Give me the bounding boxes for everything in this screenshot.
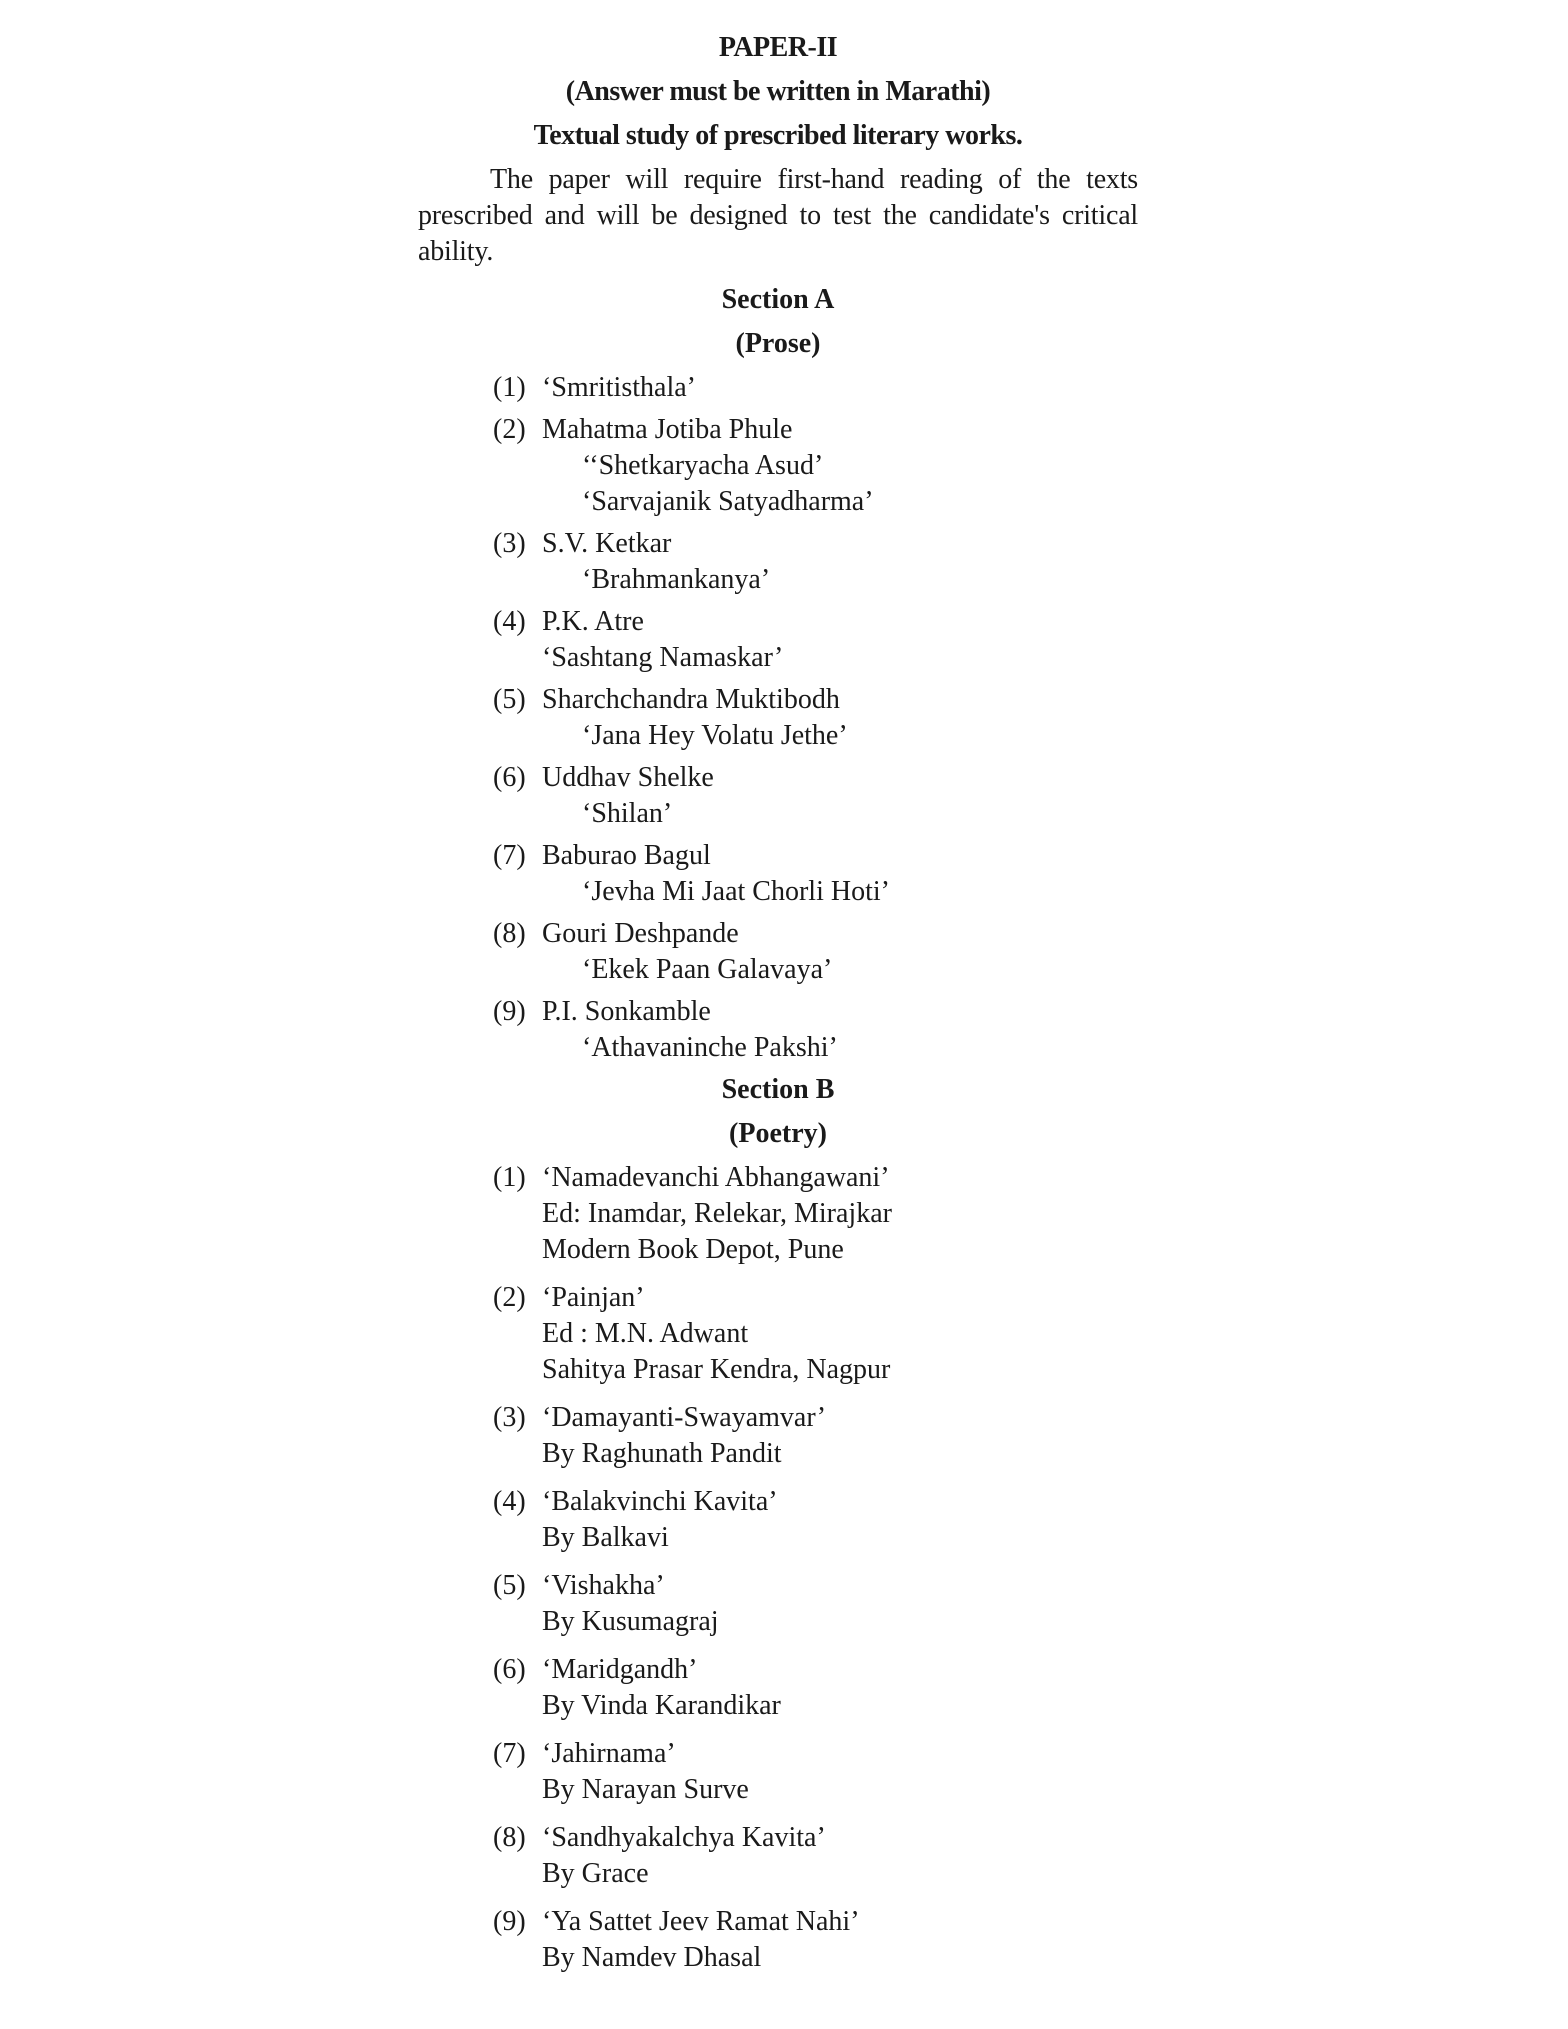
item-title: Uddhav Shelke <box>542 762 714 793</box>
item-title: Sharchchandra Muktibodh <box>542 684 840 715</box>
item-title: ‘Smritisthala’ <box>542 372 696 403</box>
sections-container <box>418 282 1138 1976</box>
item-detail: ‘‘Shetkaryacha Asud’ <box>582 450 824 481</box>
item-title: P.I. Sonkamble <box>542 996 711 1027</box>
section-title: Section A <box>721 284 835 315</box>
item-detail: ‘Brahmankanya’ <box>582 564 771 595</box>
item-number: (5) <box>493 684 526 715</box>
item-detail: By Namdev Dhasal <box>542 1942 762 1973</box>
section-title: Section B <box>721 1074 835 1105</box>
item-detail: By Kusumagraj <box>542 1606 719 1637</box>
item-title: ‘Damayanti-Swayamvar’ <box>542 1402 827 1433</box>
item-number: (7) <box>493 840 526 871</box>
item-title: S.V. Ketkar <box>542 528 672 559</box>
section-subtitle: (Poetry) <box>729 1118 827 1149</box>
paper-language-note: (Answer must be written in Marathi) <box>565 76 991 107</box>
item-number: (2) <box>493 1282 526 1313</box>
item-title: Baburao Bagul <box>542 840 711 871</box>
item-title: Mahatma Jotiba Phule <box>542 414 793 445</box>
item-detail: By Narayan Surve <box>542 1774 749 1805</box>
item-detail: ‘Jana Hey Volatu Jethe’ <box>582 720 848 751</box>
item-detail: By Vinda Karandikar <box>542 1690 781 1721</box>
document-page <box>418 30 1138 1988</box>
paper-title: PAPER-II <box>718 32 838 63</box>
list-item <box>418 1280 1138 1388</box>
item-number: (7) <box>493 1738 526 1769</box>
item-title: ‘Sandhyakalchya Kavita’ <box>542 1822 826 1853</box>
section-list <box>418 370 1138 1066</box>
item-number: (2) <box>493 414 526 445</box>
item-number: (1) <box>493 1162 526 1193</box>
item-detail: Modern Book Depot, Pune <box>542 1234 844 1265</box>
item-number: (9) <box>493 1906 526 1937</box>
item-detail: ‘Shilan’ <box>582 798 673 829</box>
section-a-prose <box>418 282 1138 1066</box>
paper-heading: Textual study of prescribed literary works. <box>533 120 1023 151</box>
item-number: (6) <box>493 762 526 793</box>
list-item <box>418 916 1138 988</box>
list-item <box>418 838 1138 910</box>
list-item <box>418 1160 1138 1268</box>
item-detail: Ed: Inamdar, Relekar, Mirajkar <box>542 1198 892 1229</box>
list-item <box>418 370 1138 406</box>
item-title: ‘Balakvinchi Kavita’ <box>542 1486 778 1517</box>
item-number: (8) <box>493 1822 526 1853</box>
item-number: (8) <box>493 918 526 949</box>
item-number: (3) <box>493 528 526 559</box>
item-title: ‘Maridgandh’ <box>542 1654 698 1685</box>
list-item <box>418 604 1138 676</box>
item-title: Gouri Deshpande <box>542 918 739 949</box>
item-detail: ‘Sashtang Namaskar’ <box>542 642 784 673</box>
intro-paragraph: The paper will require first-hand reading of the texts prescribed and will be designed to test the candidate's critical ability. <box>418 164 1138 267</box>
item-detail: ‘Jevha Mi Jaat Chorli Hoti’ <box>582 876 890 907</box>
item-detail: ‘Ekek Paan Galavaya’ <box>582 954 833 985</box>
item-detail: ‘Sarvajanik Satyadharma’ <box>582 486 874 517</box>
section-subtitle: (Prose) <box>735 328 821 359</box>
section-b-poetry <box>418 1072 1138 1976</box>
list-item <box>418 526 1138 598</box>
item-detail: By Raghunath Pandit <box>542 1438 782 1469</box>
list-item <box>418 760 1138 832</box>
list-item <box>418 1400 1138 1472</box>
section-list <box>418 1160 1138 1976</box>
item-detail: ‘Athavaninche Pakshi’ <box>582 1032 838 1063</box>
item-title: ‘Jahirnama’ <box>542 1738 676 1769</box>
item-number: (4) <box>493 1486 526 1517</box>
item-number: (1) <box>493 372 526 403</box>
list-item <box>418 412 1138 520</box>
item-title: ‘Ya Sattet Jeev Ramat Nahi’ <box>542 1906 860 1937</box>
item-title: P.K. Atre <box>542 606 644 637</box>
item-detail: Sahitya Prasar Kendra, Nagpur <box>542 1354 891 1385</box>
item-number: (9) <box>493 996 526 1027</box>
item-detail: By Grace <box>542 1858 649 1889</box>
list-item <box>418 682 1138 754</box>
list-item <box>418 994 1138 1066</box>
list-item <box>418 1484 1138 1556</box>
item-detail: By Balkavi <box>542 1522 669 1553</box>
list-item <box>418 1736 1138 1808</box>
item-number: (4) <box>493 606 526 637</box>
item-title: ‘Namadevanchi Abhangawani’ <box>542 1162 890 1193</box>
item-number: (3) <box>493 1402 526 1433</box>
item-detail: Ed : M.N. Adwant <box>542 1318 749 1349</box>
list-item <box>418 1904 1138 1976</box>
item-title: ‘Vishakha’ <box>542 1570 665 1601</box>
item-number: (6) <box>493 1654 526 1685</box>
list-item <box>418 1652 1138 1724</box>
item-number: (5) <box>493 1570 526 1601</box>
list-item <box>418 1568 1138 1640</box>
item-title: ‘Painjan’ <box>542 1282 645 1313</box>
list-item <box>418 1820 1138 1892</box>
